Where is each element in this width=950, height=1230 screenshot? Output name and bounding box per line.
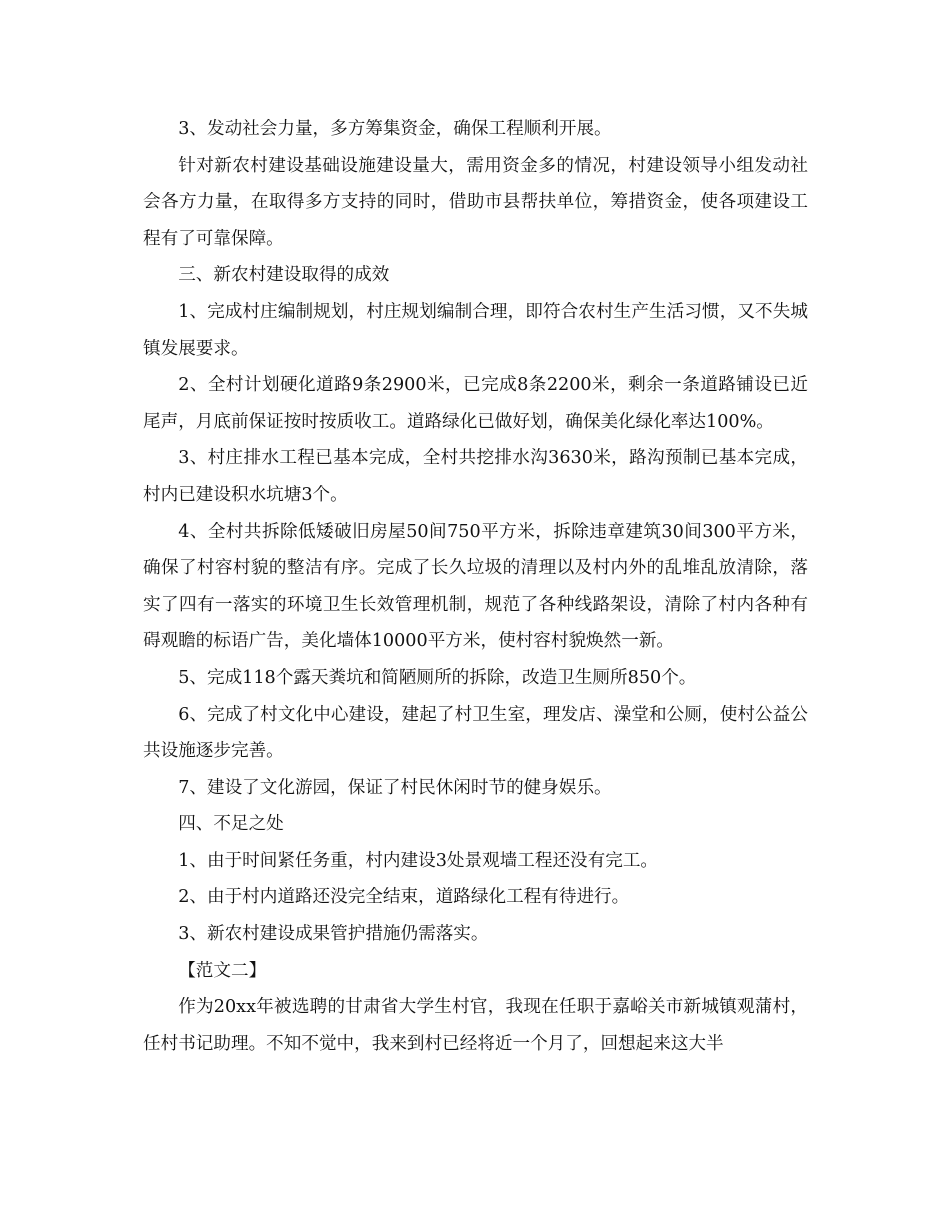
section-heading-shortcomings: 四、不足之处	[178, 814, 284, 835]
paragraph-9: 6、完成了村文化中心建设，建起了村卫生室，理发店、澡堂和公厕，使村公益公共设施逐步完善。	[143, 704, 808, 762]
paragraph-14: 3、新农村建设成果管护措施仍需落实。	[178, 924, 489, 945]
paragraph-8: 5、完成118个露天粪坑和简陋厕所的拆除，改造卫生厕所850个。	[178, 667, 697, 688]
paragraph-16: 作为20xx年被选聘的甘肃省大学生村官，我现在任职于嘉峪关市新城镇观蒲村，任村书记助理。不知不觉中，我来到村已经将近一个月了，回想起来这大半	[143, 997, 808, 1054]
paragraph-13: 2、由于村内道路还没完全结束，道路绿化工程有待进行。	[178, 887, 630, 908]
sample-heading: 【范文二】	[178, 960, 267, 981]
paragraph-12: 1、由于时间紧任务重，村内建设3处景观墙工程还没有完工。	[178, 850, 659, 871]
paragraph-2: 针对新农村建设基础设施建设量大，需用资金多的情况，村建设领导小组发动社会各方力量，在取得多方支持的同时，借助市县帮扶单位，筹措资金，使各项建设工程有了可靠保障。	[143, 155, 808, 249]
paragraph-6: 3、村庄排水工程已基本完成，全村共挖排水沟3630米，路沟预制已基本完成，村内已建设积水坑塘3个。	[143, 448, 808, 505]
paragraph-10: 7、建设了文化游园，保证了村民休闲时节的健身娱乐。	[178, 777, 612, 798]
paragraph-4: 1、完成村庄编制规划，村庄规划编制合理，即符合农村生产生活习惯，又不失城镇发展要求。	[143, 301, 808, 359]
paragraph-1: 3、发动社会力量，多方筹集资金，确保工程顺利开展。	[178, 119, 612, 139]
section-heading-achievements: 三、新农村建设取得的成效	[178, 265, 390, 286]
paragraph-7: 4、全村共拆除低矮破旧房屋50间750平方米，拆除违章建筑30间300平方米，确保了村容村貌的整洁有序。完成了长久垃圾的清理以及村内外的乱堆乱放清除，落实了四有一落实的环境卫生长效管理机制，规范了各种线路架设，清除了村内各种有碍观瞻的标语广告，美化墙体10000平方米，使村容村貌焕然一新。	[143, 521, 808, 652]
paragraph-5: 2、全村计划硬化道路9条2900米，已完成8条2200米，剩余一条道路铺设已近尾声，月底前保证按时按质收工。道路绿化已做好划，确保美化绿化率达100%。	[143, 375, 808, 432]
document-body	[143, 111, 808, 1062]
